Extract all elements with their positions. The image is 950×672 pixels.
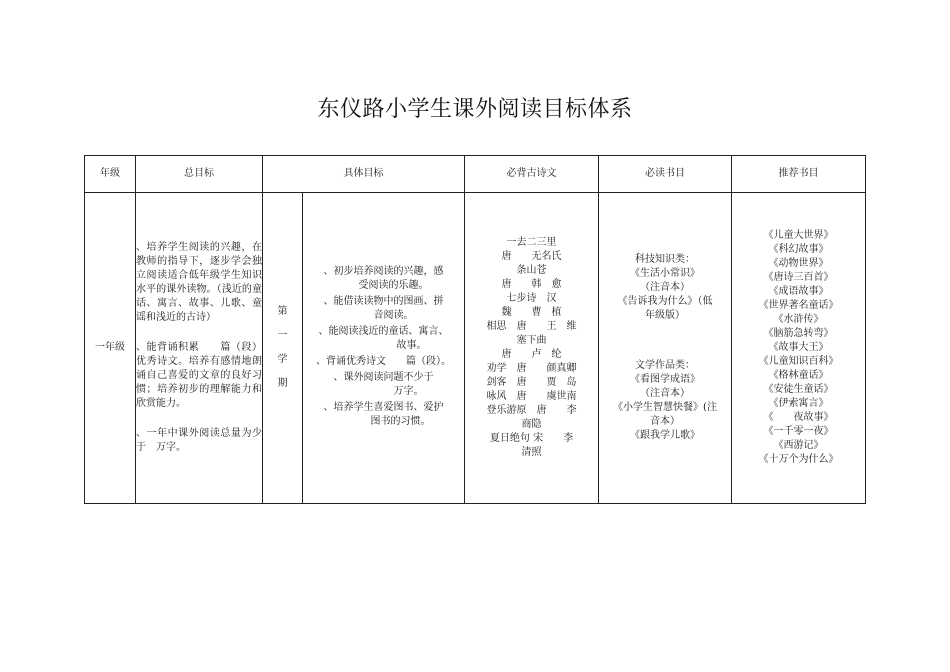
term-label: 第一学期 (277, 306, 288, 389)
book-line: 《西游记》 (773, 440, 824, 451)
poem-line: 一去二三里 (506, 237, 557, 248)
book-line: 《安徒生童话》 (763, 384, 834, 395)
header-grade: 年级 (85, 156, 136, 193)
book-line: 年级版） (645, 310, 685, 321)
general-goal-item: 、一年中课外阅读总量为少于 万字。 (136, 428, 262, 453)
poem-line: 剑客 唐 贾 岛 (486, 377, 577, 388)
book-line: 《格林童话》 (768, 370, 829, 381)
header-recommended-books: 推荐书目 (732, 156, 866, 193)
book-line: 《十万个为什么》 (758, 454, 839, 465)
header-specific-goal: 具体目标 (263, 156, 465, 193)
required-books-cell (599, 193, 732, 504)
general-goal-item: 、培养学生阅读的兴趣，在教师的指导下，逐步学会独立阅读适合低年级学生知识水平的课外读物。（浅近的童话、寓言、故事、儿歌、童谣和浅近的古诗） (136, 242, 262, 323)
book-line: 《水浒传》 (773, 314, 824, 325)
book-line: 《看图学成语》 (630, 374, 700, 385)
book-line: （注音本） (640, 388, 690, 399)
poem-line: 七步诗 汉 (506, 293, 557, 304)
poem-line: 唐 卢 纶 (501, 349, 562, 360)
specific-goal-item: 、初步培养阅读的兴趣，感 受阅读的乐趣。 (323, 266, 444, 291)
grade-label: 一年级 (95, 342, 125, 353)
book-line: 《科幻故事》 (768, 244, 829, 255)
book-line: 《唐诗三百首》 (763, 272, 834, 283)
book-line: 《故事大王》 (768, 342, 829, 353)
general-goal-cell (136, 193, 263, 504)
header-poems: 必背古诗文 (465, 156, 599, 193)
poem-line: 魏 曹 植 (501, 307, 562, 318)
specific-goal-item: 、能阅读浅近的童话、寓言、 故事。 (318, 326, 449, 351)
recommended-books-cell (732, 193, 866, 504)
specific-goal-cell (303, 193, 465, 504)
book-line: 《 夜故事》 (763, 412, 834, 423)
poem-line: 商隐 (521, 419, 542, 430)
grade-cell (85, 193, 136, 504)
header-row (85, 156, 866, 193)
page-title: 东仪路小学生课外阅读目标体系 (317, 97, 633, 122)
poems-cell (465, 193, 599, 504)
book-line: 《世界著名童话》 (758, 300, 839, 311)
specific-goal-item: 、课外阅读问题不少于 万字。 (333, 372, 434, 397)
specific-goal-item: 、能借读读物中的图画、拼 音阅读。 (323, 296, 444, 321)
poem-line: 劝学 唐 颜真卿 (486, 363, 577, 374)
poem-line: 登乐游原 唐 李 (486, 405, 577, 416)
book-line: 《一千零一夜》 (763, 426, 834, 437)
poem-line: 相思 唐 王 维 (486, 321, 577, 332)
table-row (85, 193, 866, 504)
book-line: 《脑筋急转弯》 (763, 328, 834, 339)
specific-goal-item: 、培养学生喜爱图书、爱护 图书的习惯。 (323, 402, 444, 427)
header-general-goal: 总目标 (136, 156, 263, 193)
book-line: 音本） (650, 416, 680, 427)
book-line: 《生活小常识》 (630, 268, 700, 279)
poem-line: 条山苍 (516, 265, 547, 276)
header-required-books: 必读书目 (599, 156, 732, 193)
poem-line: 咏风 唐 虞世南 (486, 391, 577, 402)
book-line: 《告诉我为什么》（低 (617, 296, 713, 307)
book-line: 《成语故事》 (768, 286, 829, 297)
poem-line: 唐 无名氏 (501, 251, 562, 262)
book-line: 《儿童知识百科》 (758, 356, 839, 367)
poem-line: 夏日绝句 宋 李 (489, 433, 574, 444)
poem-line: 唐 韩 愈 (501, 279, 562, 290)
book-line: 《动物世界》 (768, 258, 829, 269)
book-line: 《小学生智慧快餐》(注 (613, 402, 717, 413)
book-line: 《跟我学儿歌》 (630, 430, 700, 441)
reading-goals-table (84, 155, 866, 504)
general-goal-item: 、能背诵积累 篇（段）优秀诗文。培养有感情地朗诵自己喜爱的文章的良好习惯；培养初步的理解能力和欣赏能力。 (136, 342, 262, 409)
poem-line: 清照 (521, 447, 542, 458)
book-line: 《伊索寓言》 (768, 398, 829, 409)
term-cell (263, 193, 303, 504)
category-label: 文学作品类： (635, 360, 695, 371)
book-line: 《儿童大世界》 (763, 230, 834, 241)
poem-line: 塞下曲 (516, 335, 547, 346)
book-line: （注音本） (640, 282, 690, 293)
category-label: 科技知识类： (635, 254, 695, 265)
specific-goal-item: 、背诵优秀诗文 篇（段）。 (316, 356, 451, 367)
